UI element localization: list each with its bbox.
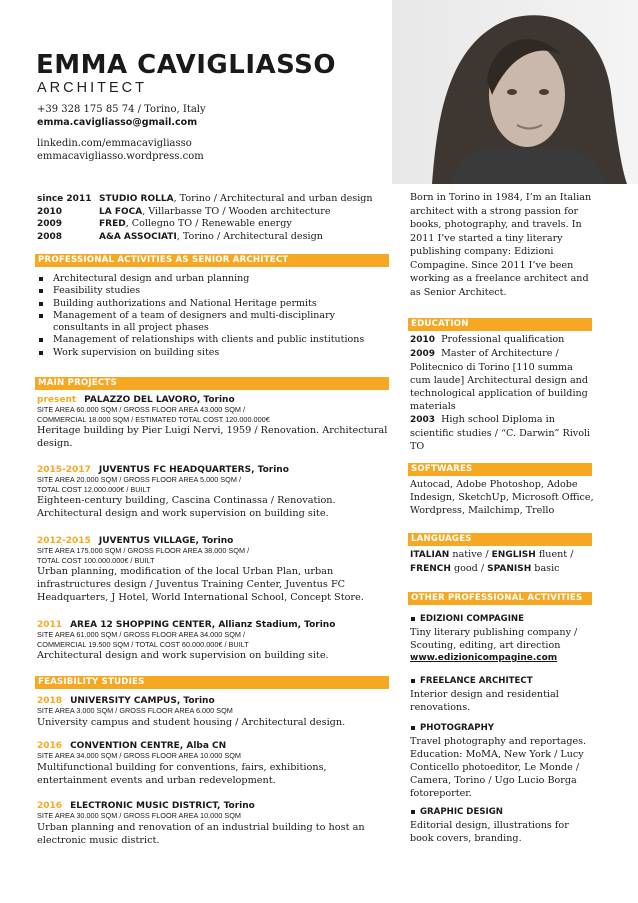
experience-detail: , Torino / Architectural design bbox=[176, 230, 323, 242]
portrait-photo bbox=[392, 0, 638, 184]
education-item: 2009 Master of Architecture / Politecnico di Torino [110 summa cum laude] Architectural design and technological application of building materials bbox=[410, 348, 588, 412]
project-title: 2016 CONVENTION CENTRE, Alba CN bbox=[37, 741, 227, 751]
project-title: 2012-2015 JUVENTUS VILLAGE, Torino bbox=[37, 536, 234, 546]
section-header-other-activities: OTHER PROFESSIONAL ACTIVITIES bbox=[408, 592, 592, 605]
experience-row bbox=[37, 206, 331, 219]
education-item: 2010 Professional qualification bbox=[410, 334, 565, 345]
senior-activities-list bbox=[37, 273, 389, 359]
experience-year: 2008 bbox=[37, 231, 63, 242]
experience-org: A&A ASSOCIATI bbox=[99, 231, 177, 242]
activity-freelance bbox=[410, 675, 595, 714]
feasibility-entry bbox=[37, 801, 389, 847]
section-header-main-projects: MAIN PROJECTS bbox=[35, 377, 389, 390]
project-spec: TOTAL COST 12.000.000€ / BUILT bbox=[37, 484, 151, 494]
list-item: Work supervision on building sites bbox=[37, 347, 389, 359]
activity-text: Editorial design, illustrations for book covers, branding. bbox=[410, 820, 569, 844]
project-title: 2015-2017 JUVENTUS FC HEADQUARTERS, Torino bbox=[37, 465, 289, 475]
project-spec: TOTAL COST 100.000.000€ / BUILT bbox=[37, 555, 155, 565]
education-list bbox=[410, 333, 595, 453]
project-entry bbox=[37, 465, 389, 520]
project-description: Eighteen-century building, Cascina Continassa / Renovation. Architectural design and work supervision on building site. bbox=[37, 495, 336, 519]
project-title: present PALAZZO DEL LAVORO, Torino bbox=[37, 395, 235, 405]
section-header-education: EDUCATION bbox=[408, 318, 592, 331]
project-spec: SITE AREA 175.000 SQM / GROSS FLOOR AREA 38.000 SQM / bbox=[37, 546, 250, 555]
education-item: 2003 High school Diploma in scientific studies / “C. Darwin” Rivoli TO bbox=[410, 414, 591, 452]
activity-graphic bbox=[410, 806, 595, 845]
project-description: Architectural design and work supervision on building site. bbox=[37, 650, 329, 661]
resume-name: EMMA CAVIGLIASSO bbox=[36, 50, 337, 80]
project-title: 2018 UNIVERSITY CAMPUS, Torino bbox=[37, 696, 215, 706]
project-description: Urban planning and renovation of an industrial building to host an electronic music district. bbox=[37, 821, 365, 846]
project-title: 2011 AREA 12 SHOPPING CENTER, Allianz Stadium, Torino bbox=[37, 620, 336, 630]
softwares-text: Autocad, Adobe Photoshop, Adobe Indesign, SketchUp, Microsoft Office, Wordpress, Mailchimp, Trello bbox=[410, 479, 594, 516]
project-entry bbox=[37, 536, 389, 604]
project-description: University campus and student housing / Architectural design. bbox=[37, 716, 346, 728]
experience-row bbox=[37, 231, 323, 244]
phone-city: +39 328 175 85 74 / Torino, Italy bbox=[37, 104, 206, 115]
project-spec: SITE AREA 30.000 SQM / GROSS FLOOR AREA 10.000 SQM bbox=[37, 811, 241, 820]
list-item: Building authorizations and National Heritage permits bbox=[37, 298, 389, 310]
experience-org: FRED bbox=[99, 219, 126, 229]
feasibility-entry bbox=[37, 741, 389, 787]
list-item: Management of relationships with clients and public institutions bbox=[37, 334, 389, 346]
activity-text: Travel photography and reportages. Education: MoMA, New York / Lucy Conticello photoeditor, Le Monde / Camera, Torino / Ugo Lucio Borga fotoreporter. bbox=[410, 736, 587, 799]
experience-year: 2009 bbox=[37, 219, 63, 229]
experience-detail: , Collegno TO / Renewable energy bbox=[125, 218, 292, 229]
activity-text: Interior design and residential renovations. bbox=[410, 689, 559, 713]
experience-year: since 2011 bbox=[37, 194, 92, 204]
feasibility-entry bbox=[37, 696, 389, 729]
bio-text: Born in Torino in 1984, I’m an Italian architect with a strong passion for books, photography, and travels. In 2011 I’ve started a tiny literary publishing company: Edizioni Compagine. Since 2011 I’ve been working as a freelance architect and as Senior Architect. bbox=[410, 192, 592, 298]
resume-role: ARCHITECT bbox=[37, 80, 147, 96]
section-header-languages: LANGUAGES bbox=[408, 533, 592, 546]
experience-org: LA FOCA bbox=[99, 206, 143, 217]
project-spec: SITE AREA 34.000 SQM / GROSS FLOOR AREA 10.000 SQM bbox=[37, 751, 241, 760]
project-description: Multifunctional building for conventions, fairs, exhibitions, entertainment events and urban redevelopment. bbox=[37, 761, 327, 786]
experience-row bbox=[37, 218, 292, 231]
languages-text: ITALIAN native / ENGLISH fluent / FRENCH good / SPANISH basic bbox=[410, 549, 574, 574]
project-spec: SITE AREA 20.000 SQM / GROSS FLOOR AREA 5.000 SQM / bbox=[37, 475, 241, 484]
experience-org: STUDIO ROLLA bbox=[99, 194, 174, 204]
project-description: Urban planning, modification of the local Urban Plan, urban infrastructures design / Juventus Training Center, Juventus FC Headquarters, J Hotel, World International School, Concept Store. bbox=[37, 566, 364, 603]
activity-title: EDIZIONI COMPAGINE bbox=[410, 613, 595, 626]
activity-title: PHOTOGRAPHY bbox=[410, 722, 595, 735]
activity-text: Tiny literary publishing company / Scouting, editing, art direction bbox=[410, 627, 578, 651]
project-entry bbox=[37, 620, 389, 662]
activity-photography bbox=[410, 722, 595, 800]
section-header-softwares: SOFTWARES bbox=[408, 463, 592, 476]
list-item: Management of a team of designers and multi-disciplinary consultants in all project phases bbox=[37, 310, 389, 335]
experience-year: 2010 bbox=[37, 206, 63, 217]
edizioni-website-link[interactable]: www.edizionicompagine.com bbox=[410, 653, 558, 663]
activity-title: FREELANCE ARCHITECT bbox=[410, 675, 595, 688]
experience-row bbox=[37, 193, 373, 206]
activity-edizioni bbox=[410, 613, 595, 665]
project-title: 2016 ELECTRONIC MUSIC DISTRICT, Torino bbox=[37, 801, 255, 811]
section-header-feasibility: FEASIBILITY STUDIES bbox=[35, 676, 389, 689]
activity-title: GRAPHIC DESIGN bbox=[410, 806, 595, 819]
experience-detail: , Torino / Architectural and urban design bbox=[173, 193, 373, 204]
project-entry bbox=[37, 395, 389, 450]
project-spec: COMMERCIAL 18.000 SQM / ESTIMATED TOTAL COST 120.000.000€ bbox=[37, 414, 270, 424]
email-link[interactable]: emma.cavigliasso@gmail.com bbox=[37, 117, 198, 128]
list-item: Feasibility studies bbox=[37, 285, 389, 297]
project-spec: SITE AREA 61.000 SQM / GROSS FLOOR AREA 34.000 SQM / bbox=[37, 630, 246, 639]
experience-detail: , Villarbasse TO / Wooden architecture bbox=[142, 205, 331, 217]
project-spec: SITE AREA 60.000 SQM / GROSS FLOOR AREA 43.000 SQM / bbox=[37, 405, 246, 414]
section-header-senior: PROFESSIONAL ACTIVITIES AS SENIOR ARCHITECT bbox=[35, 254, 389, 267]
project-description: Heritage building by Pier Luigi Nervi, 1959 / Renovation. Architectural design. bbox=[37, 425, 388, 449]
list-item: Architectural design and urban planning bbox=[37, 273, 389, 285]
project-spec: COMMERCIAL 19.500 SQM / TOTAL COST 60.000.000€ / BUILT bbox=[37, 639, 249, 649]
project-spec: SITE AREA 3.000 SQM / GROSS FLOOR AREA 6.000 SQM bbox=[37, 706, 233, 715]
linkedin-link[interactable]: linkedin.com/emmacavigliasso bbox=[37, 138, 192, 149]
blog-link[interactable]: emmacavigliasso.wordpress.com bbox=[37, 151, 204, 162]
